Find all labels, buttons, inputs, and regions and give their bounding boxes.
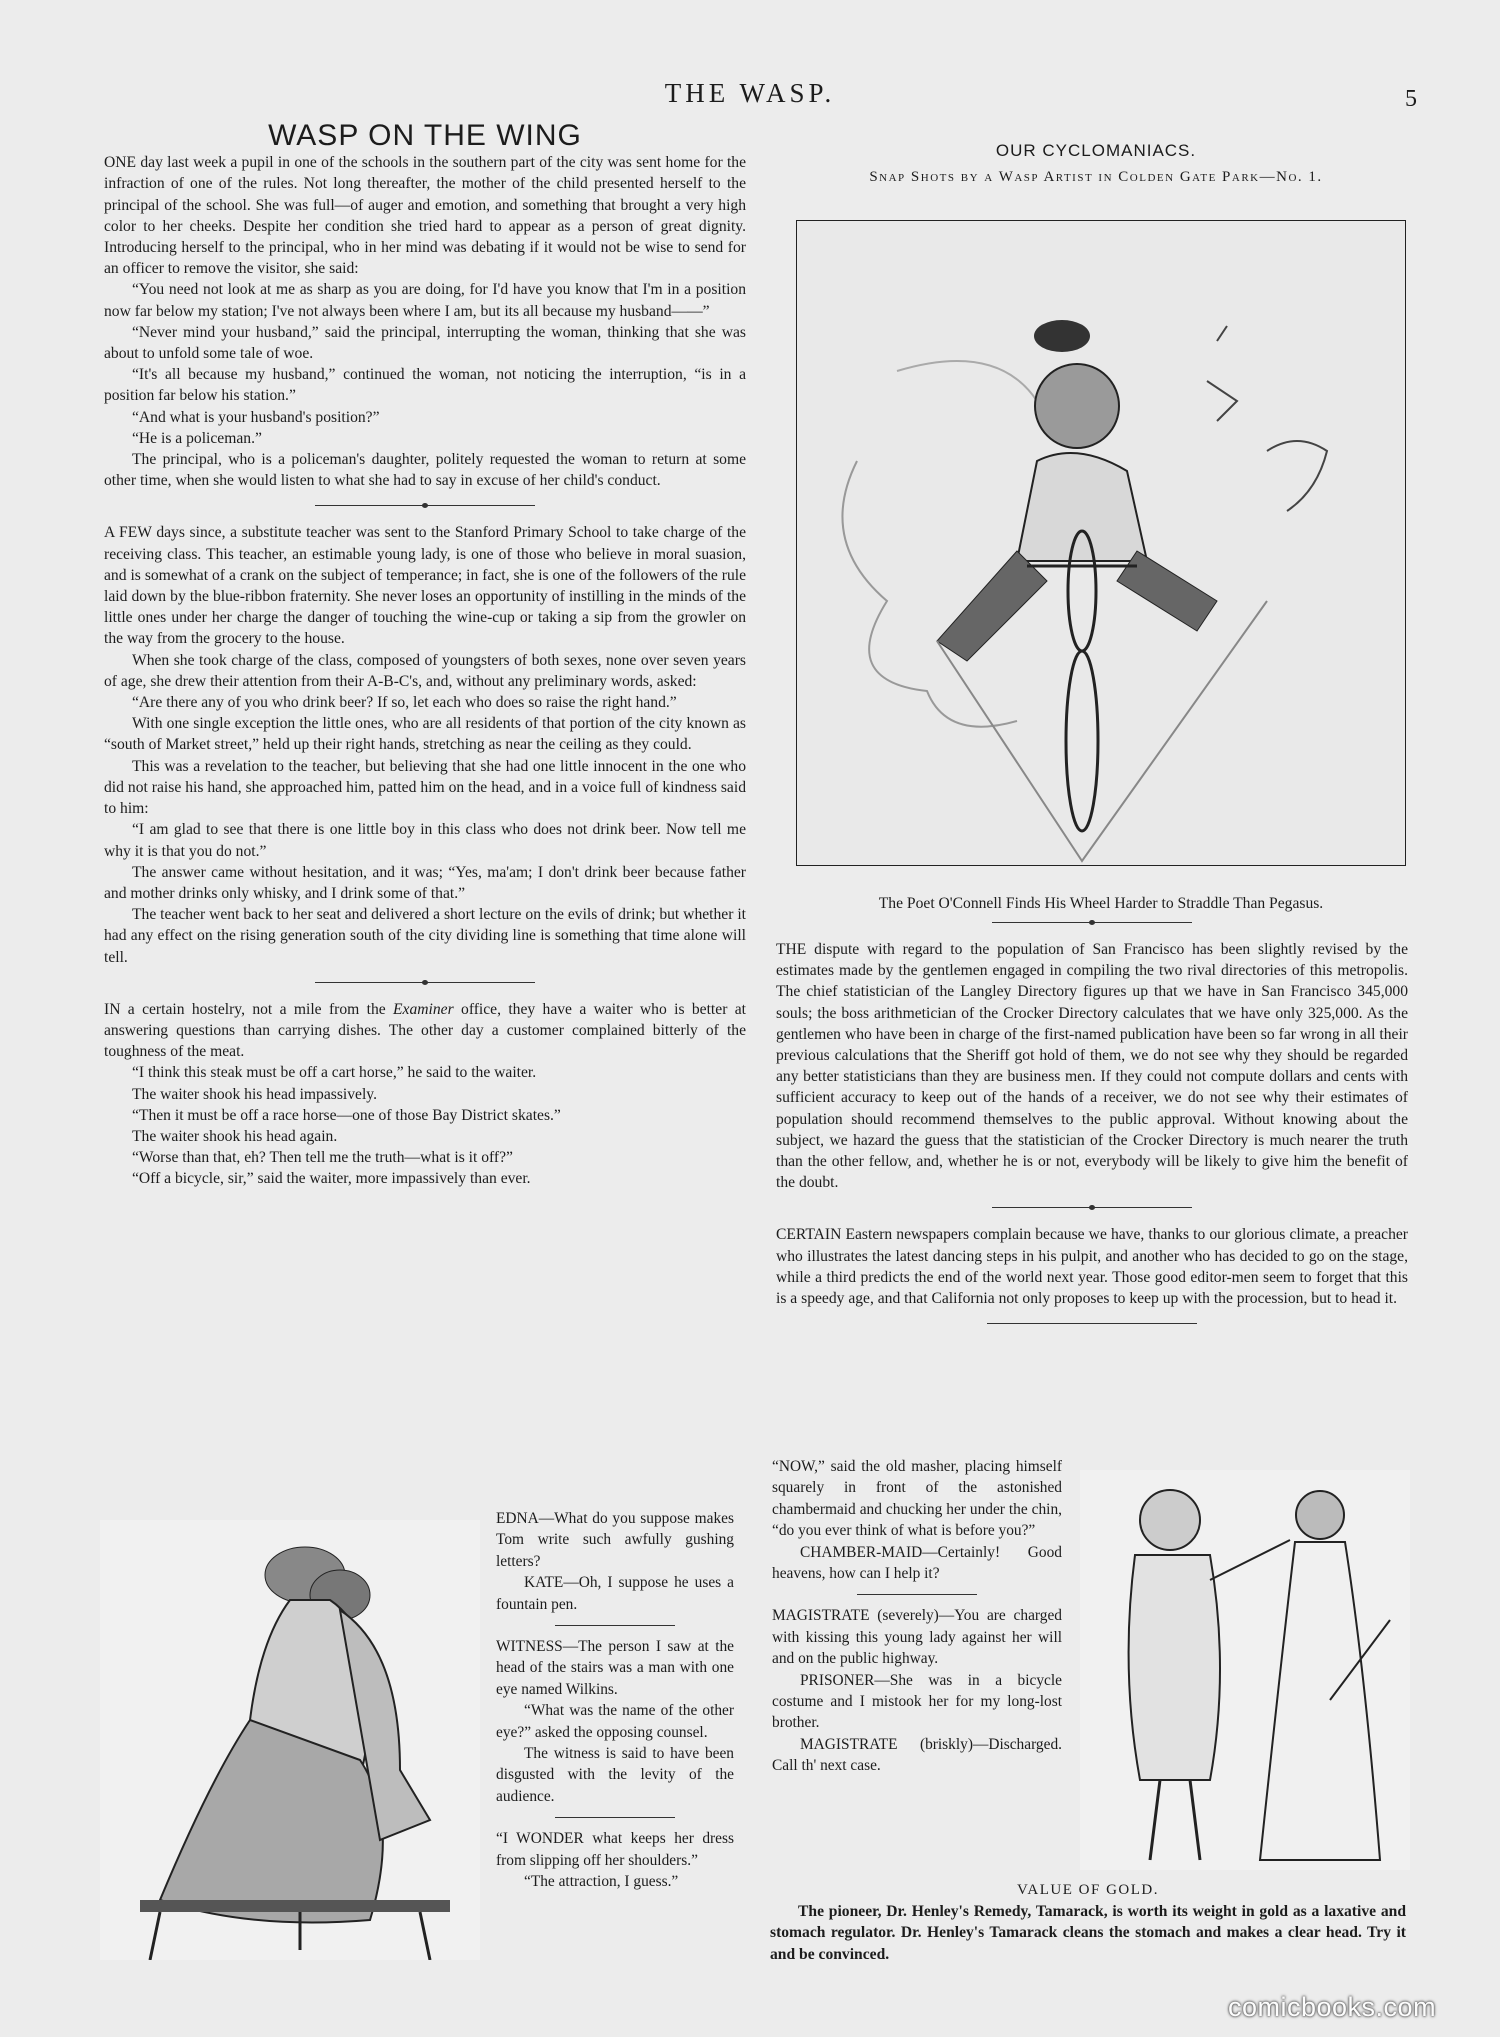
masher-column — [772, 1456, 1062, 1777]
story-paragraph: When she took charge of the class, composed of youngsters of both sexes, none over seven years of age, she drew their attention from their A-B-C's, and, without any preliminary words, asked: — [104, 651, 746, 690]
story-paragraph: “Never mind your husband,” said the principal, interrupting the woman, thinking that she was about to unfold some tale of woe. — [104, 323, 746, 363]
story-paragraph: The answer came without hesitation, and it was; “Yes, ma'am; I don't drink beer because father and mother drinks only whisky, and I drink some of that.” — [104, 863, 746, 902]
story-paragraph: “Are there any of you who drink beer? If so, let each who does so raise the right hand.” — [132, 694, 677, 712]
cyclomaniacs-title: OUR CYCLOMANIACS. — [995, 141, 1197, 160]
story-paragraph: With one single exception the little ones, who are all residents of that portion of the city known as “south of Market street,” held up their right hands, stretching as near the ceiling as they could. — [104, 715, 746, 754]
story-text: IN a certain hostelry, not a mile from the — [104, 1000, 386, 1018]
dialogue-line: “Off a bicycle, sir,” said the waiter, more impassively than ever. — [132, 1170, 531, 1188]
joke-line: “The attraction, I guess.” — [524, 1873, 679, 1891]
story-paragraph: “I am glad to see that there is one little boy in this class who does not drink beer. Now tell me why it is that you do not.” — [104, 821, 746, 860]
joke-line: MAGISTRATE (briskly)—Discharged. Call th' next case. — [772, 1735, 1062, 1775]
masher-chambermaid-illustration — [1080, 1470, 1410, 1870]
value-of-gold — [770, 1874, 1406, 1965]
story-paragraph: This was a revelation to the teacher, but believing that she had one little innocent in the one who did not raise his hand, she approached him, patted him on the head, and in a voice full of kindness said to him: — [104, 757, 746, 818]
watermark — [1228, 1992, 1436, 2023]
dialogue-line: The waiter shook his head again. — [132, 1127, 338, 1145]
story-paragraph: ONE day last week a pupil in one of the schools in the southern part of the city was sent home for the infraction of one of the rules. Not long thereafter, the mother of the child presented herself to the principal of the school. She was full—of auger and emotion, and something that brought a very high color to her cheeks. Despite her condition she tried hard to appear as a person of great dignity. Introducing herself to the principal, who in her mind was debating if it would not be wise to send for an officer to remove the visitor, she said: — [104, 154, 746, 278]
value-of-gold-title: VALUE OF GOLD. — [1017, 1882, 1159, 1898]
population-paragraph: THE dispute with regard to the population of San Francisco has been slightly revised by the estimates made by the gentlemen engaged in compiling the two rival directories of this metropolis. The chief statistician of the Langley Directory figures up that we have in San Francisco 345,000 souls; the boss arithmetician of the Crocker Directory calculates that we have only 325,000. As the gentlemen who have been in charge of the first-named publication have been so far wrong in all their previous calculations that the Sheriff got hold of them, we do not see why they should be regarded any better statisticians than they are business men. If they could not compute dollars and cents with sufficient accuracy to keep out of the hands of a receiver, we do not see why their estimates of population should recommend themselves to the public approval. Without knowing about the subject, we hazard the guess that the statistician of the Crocker Directory is much nearer the truth than the other fellow, and, whether he is or not, everybody will be likely to give him the benefit of the doubt. — [776, 941, 1408, 1192]
joke-line: “I WONDER what keeps her dress from slipping off her shoulders.” — [496, 1830, 734, 1869]
story-paragraph: A FEW days since, a substitute teacher was sent to the Stanford Primary School to take charge of the receiving class. This teacher, an estimable young lady, is one of those who believe in moral suasion, and is somewhat of a crank on the subject of temperance; in fact, she is one of the followers of the rule laid down by the blue-ribbon fraternity. She never loses an opportunity of instilling in the minds of the little ones under her charge the danger of touching the wine-cup or taking a sip from the growler on the way from the grocery to the house. — [104, 524, 746, 648]
eastern-papers-paragraph: CERTAIN Eastern newspapers complain because we have, thanks to our glorious climate, a preacher who illustrates the latest dancing steps in his pulpit, and another who has decided to go on the stage, while a third predicts the end of the world next year. Those good editor-men seem to forget that this is a speedy age, and that California not only proposes to keep up with the procession, but to head it. — [776, 1226, 1408, 1308]
newspaper-name: Examiner — [393, 1000, 454, 1018]
watermark-text: comicbooks.com — [1228, 1992, 1437, 2022]
two-ladies-illustration — [100, 1520, 480, 1960]
joke-divider — [555, 1625, 675, 1626]
section-divider — [315, 982, 535, 983]
story-paragraph: “He is a policeman.” — [132, 429, 262, 447]
joke-line: MAGISTRATE (severely)—You are charged with kissing this young lady against her will and on the public highway. — [772, 1607, 1062, 1668]
joke-line: “NOW,” said the old masher, placing himself squarely in front of the astonished chambermaid and chucking her under the chin, “do you ever think of what is before you?” — [772, 1458, 1062, 1540]
joke-line: KATE—Oh, I suppose he uses a fountain pen. — [496, 1574, 734, 1613]
story-paragraph: The teacher went back to her seat and delivered a short lecture on the evils of drink; but whether it had any effect on the rising generation south of the city dividing line is something that time alone will tell. — [104, 906, 746, 966]
story-paragraph — [104, 999, 746, 1063]
joke-line: CHAMBER-MAID—Certainly! Good heavens, how can I help it? — [772, 1543, 1062, 1583]
cyclist-caption: The Poet O'Connell Finds His Wheel Harder to Straddle Than Pegasus. — [878, 895, 1324, 912]
right-column — [776, 922, 1408, 1334]
joke-line: PRISONER—She was in a bicycle costume and I mistook her for my long-lost brother. — [772, 1671, 1062, 1732]
edna-joke — [496, 1508, 734, 1615]
joke-divider — [857, 1594, 977, 1595]
dialogue-line: “I think this steak must be off a cart horse,” he said to the waiter. — [132, 1064, 537, 1082]
story-paragraph: “You need not look at me as sharp as you are doing, for I'd have you know that I'm in a position now far below my station; I've not always been where I am, but its all because my husband——” — [104, 281, 746, 320]
section-divider — [315, 505, 535, 506]
story-policeman — [104, 152, 746, 491]
witness-joke — [496, 1636, 734, 1807]
story-paragraph: “And what is your husband's position?” — [132, 408, 380, 426]
value-of-gold-text: The pioneer, Dr. Henley's Remedy, Tamarack, is worth its weight in gold as a laxative and stomach regulator. Dr. Henley's Tamarack cleans the stomach and makes a clear head. Try it and be convinced. — [770, 1903, 1406, 1963]
dialogue-line: “Then it must be off a race horse—one of those Bay District skates.” — [132, 1106, 561, 1124]
joke-line: “What was the name of the other eye?” asked the opposing counsel. — [496, 1702, 734, 1741]
ladies-drawing — [100, 1520, 480, 1960]
joke-line: WITNESS—The person I saw at the head of the stairs was a man with one eye named Wilkins. — [496, 1638, 734, 1698]
joke-line: EDNA—What do you suppose makes Tom write such awfully gushing letters? — [496, 1510, 734, 1570]
magistrate-joke — [772, 1605, 1062, 1776]
masher-joke — [772, 1456, 1062, 1584]
cyclist-illustration — [796, 220, 1406, 866]
story-paragraph: The principal, who is a policeman's daughter, politely requested the woman to return at some other time, when she would listen to what she had to say in excuse of her child's conduct. — [104, 451, 746, 490]
jokes-column — [496, 1508, 734, 1893]
story-text: office, they have a waiter who is better at answering questions than carrying dishes. The other day a customer complained bitterly of the toughness of the meat. — [104, 1000, 746, 1061]
cyclist-drawing — [797, 221, 1405, 865]
cyclomaniacs-subtitle: Snap Shots by a Wasp Artist in Colden Gate Park—No. 1. — [869, 169, 1323, 186]
story-teacher — [104, 522, 746, 967]
page-number: 5 — [1405, 86, 1417, 112]
story-paragraph: “It's all because my husband,” continued the woman, not noticing the interruption, “is in a position far below his station.” — [104, 366, 746, 405]
story-waiter — [104, 999, 746, 1190]
section-divider — [992, 922, 1192, 923]
joke-divider — [555, 1817, 675, 1818]
masher-drawing — [1080, 1470, 1410, 1870]
left-column — [104, 119, 746, 1190]
right-header — [776, 140, 1416, 188]
masthead: THE WASP. — [664, 78, 836, 108]
dialogue-line: “Worse than that, eh? Then tell me the truth—what is it off?” — [132, 1149, 513, 1167]
wasp-on-the-wing-title: WASP ON THE WING — [268, 119, 582, 152]
joke-line: The witness is said to have been disgusted with the levity of the audience. — [496, 1745, 734, 1805]
wonder-joke — [496, 1828, 734, 1892]
section-divider — [992, 1207, 1192, 1208]
section-divider — [987, 1323, 1197, 1324]
dialogue-line: The waiter shook his head impassively. — [132, 1085, 377, 1103]
